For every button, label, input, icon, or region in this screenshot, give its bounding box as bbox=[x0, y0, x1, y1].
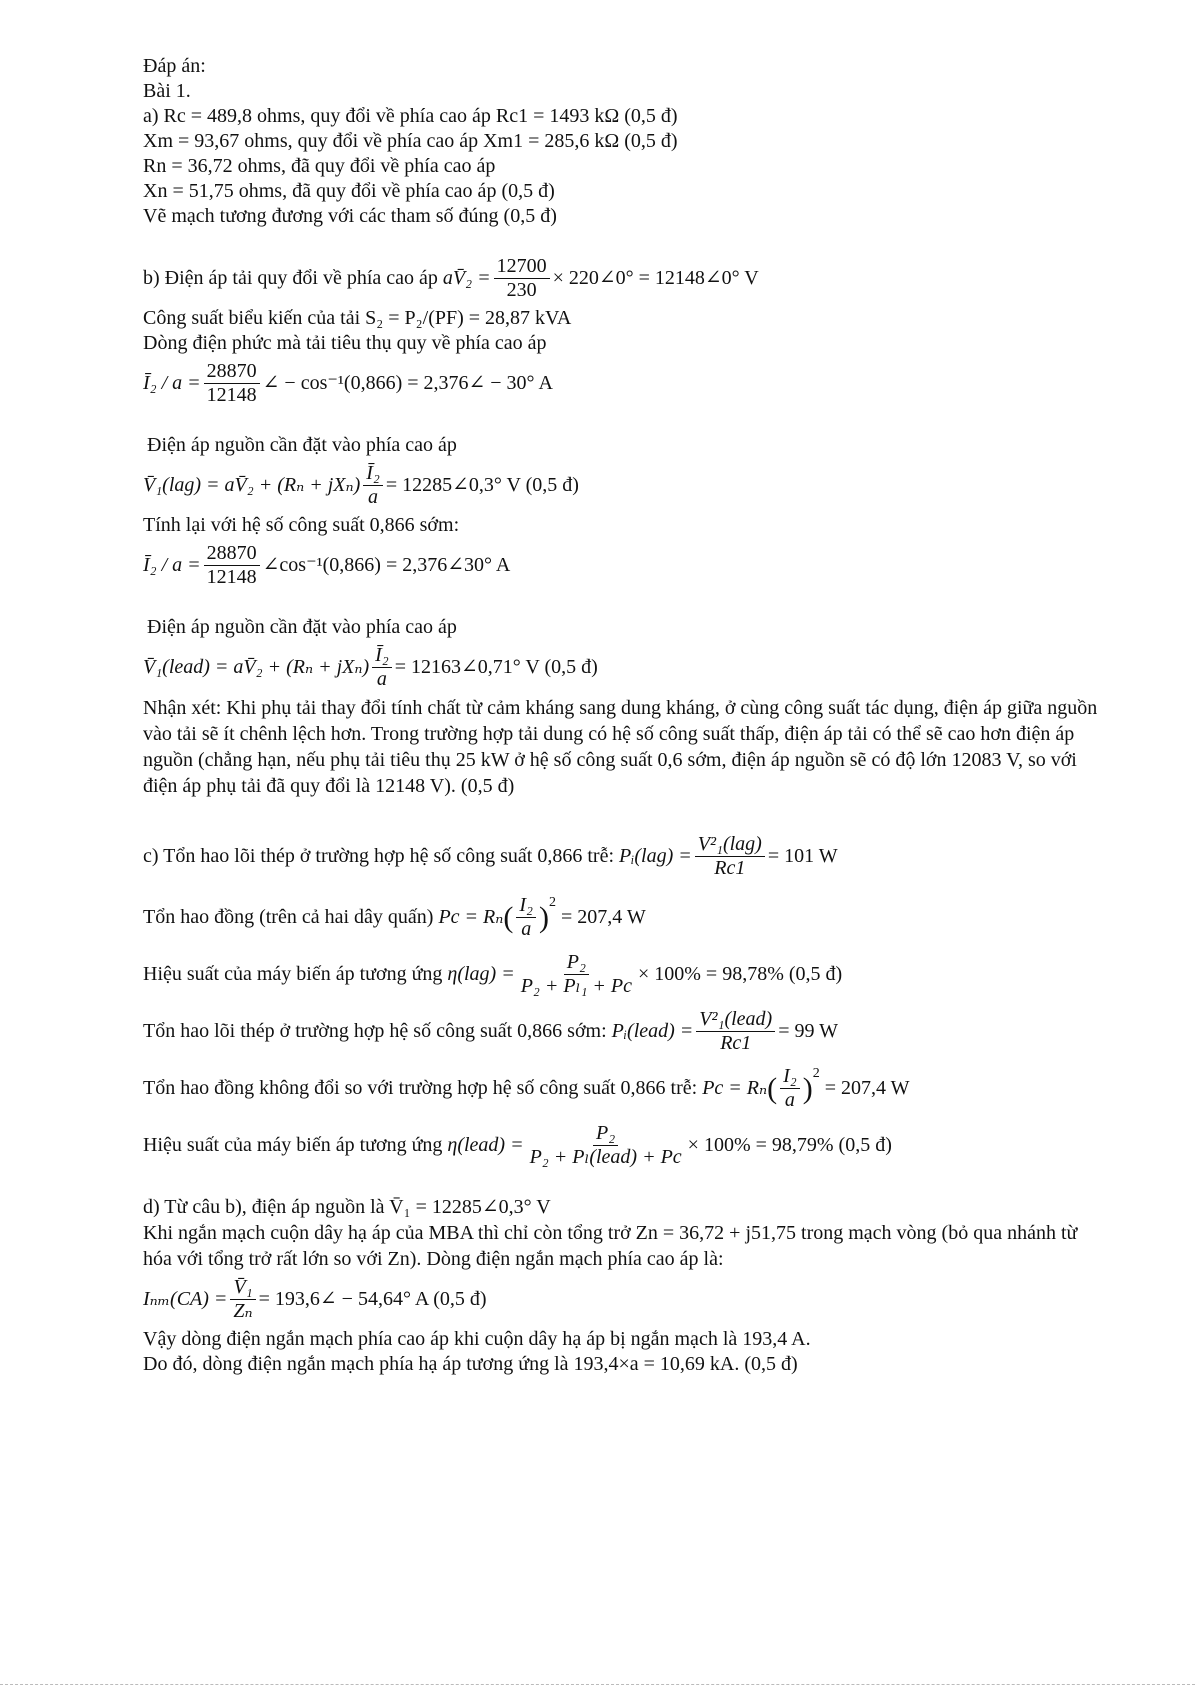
part-d-line-1: d) Từ câu b), điện áp nguồn là V̄₁ = 12285∠0,3° V bbox=[143, 1196, 551, 1218]
part-a-line-1: a) Rc = 489,8 ohms, quy đổi về phía cao áp Rc1 = 1493 kΩ (0,5 đ) bbox=[143, 105, 678, 127]
load-voltage-equation bbox=[143, 255, 1103, 302]
copper-text: Tổn hao đồng (trên cả hai dây quấn) bbox=[143, 906, 434, 928]
remark-paragraph: Nhận xét: Khi phụ tải thay đổi tính chất từ cảm kháng sang dung kháng, ở cùng công suất tác dụng, điện áp giữa nguồn vào tải sẽ ít chênh lệch hơn. Trong trường hợp tải dung có hệ số công suất thấp, điện áp tải có thể sẽ cao hơn điện áp nguồn (chẳng hạn, nếu phụ tải tiêu thụ 25 kW ở hệ số công suất 0,6 sớm, điện áp nguồn sẽ có độ lớn 12083 V, so với điện áp phụ tải đã quy đổi là 12148 V). (0,5 đ) bbox=[143, 697, 1098, 797]
recalc-line: Tính lại với hệ số công suất 0,866 sớm: bbox=[143, 514, 460, 536]
core-lead-fraction bbox=[696, 1008, 775, 1055]
eq1-rhs: × 220∠0° = 12148∠0° V bbox=[552, 267, 759, 289]
current-intro: Dòng điện phức mà tải tiêu thụ quy về phía cao áp bbox=[143, 332, 547, 354]
core-lead-denominator: Rc1 bbox=[720, 1032, 752, 1054]
eff-lag-lhs: η(lag) = bbox=[447, 963, 515, 985]
core-lead-rhs: = 99 W bbox=[778, 1020, 839, 1042]
eq2-fraction bbox=[204, 360, 260, 407]
eq3-denominator: a bbox=[368, 486, 379, 508]
part-d-line-3: Vậy dòng điện ngắn mạch phía cao áp khi cuộn dây hạ áp bị ngắn mạch là 193,4 A. bbox=[143, 1328, 811, 1350]
eff-lead-numerator: P₂ bbox=[593, 1122, 618, 1146]
eff-lag-fraction bbox=[518, 951, 635, 998]
eq1-numerator: 12700 bbox=[494, 255, 550, 279]
part-a-line-5: Vẽ mạch tương đương với các tham số đúng (0,5 đ) bbox=[143, 205, 557, 227]
copper2-lhs: Pc = Rₙ bbox=[702, 1077, 768, 1099]
eq3-numerator: Ī₂ bbox=[363, 462, 383, 486]
eq1-fraction bbox=[494, 255, 550, 302]
part-d-line-4: Do đó, dòng điện ngắn mạch phía hạ áp tương ứng là 193,4×a = 10,69 kA. (0,5 đ) bbox=[143, 1353, 798, 1375]
copper-loss-unchanged-equation: Tổn hao đồng không đổi so với trường hợp hệ số công suất 0,866 trễ: Pc = Rₙ ( $\frac{\text{I₂}}{a}$ ) $^2$ = 207,4 W bbox=[143, 1065, 910, 1111]
eff-lead-text: Hiệu suất của máy biến áp tương ứng bbox=[143, 1134, 443, 1156]
eq4-denominator: 12148 bbox=[206, 566, 257, 588]
source-voltage-lag-equation bbox=[143, 462, 1103, 509]
part-d-line-2: Khi ngắn mạch cuộn dây hạ áp của MBA thì chỉ còn tổng trở Zn = 36,72 + j51,75 trong mạch vòng (bỏ qua nhánh từ hóa với tổng trở rất lớn so với Zn). Dòng điện ngắn mạch phía cao áp là: bbox=[143, 1222, 1078, 1270]
eq4-fraction bbox=[204, 542, 260, 589]
eff-lead-denominator: P₂ + Pₗ(lead) + Pc bbox=[529, 1146, 682, 1168]
part-a-line-3: Rn = 36,72 ohms, đã quy đổi về phía cao áp bbox=[143, 155, 496, 177]
efficiency-lag-equation bbox=[143, 951, 1103, 998]
answer-heading: Đáp án: bbox=[143, 55, 206, 77]
current-lead-equation bbox=[143, 542, 1103, 589]
copper-denominator: a bbox=[521, 918, 532, 940]
short-circuit-current-equation bbox=[143, 1276, 1103, 1323]
part-b-intro: b) Điện áp tải quy đổi về phía cao áp bbox=[143, 267, 438, 289]
eff-lag-rhs: × 100% = 98,78% (0,5 đ) bbox=[637, 963, 843, 985]
eq5-lhs: V̄₁(lead) = aV̄₂ + (Rₙ + jXₙ) bbox=[143, 656, 370, 678]
eq2-numerator: 28870 bbox=[204, 360, 260, 384]
copper2-numerator: I₂ bbox=[780, 1065, 800, 1089]
apparent-power-line: Công suất biểu kiến của tải S₂ = P₂/(PF) = 28,87 kVA bbox=[143, 307, 572, 329]
eq3-rhs: = 12285∠0,3° V (0,5 đ) bbox=[385, 474, 579, 496]
page-bottom-divider bbox=[0, 1684, 1195, 1685]
core-lead-lhs: Pᵢ(lead) = bbox=[611, 1020, 694, 1042]
eff-lag-denominator: P₂ + Pₗ₁ + Pc bbox=[520, 975, 632, 997]
eq5-numerator: Ī₂ bbox=[372, 644, 392, 668]
core-loss-lead-equation bbox=[143, 1008, 1103, 1055]
source-voltage-intro-1: Điện áp nguồn cần đặt vào phía cao áp bbox=[147, 434, 457, 456]
eq5-fraction bbox=[372, 644, 392, 691]
core-lead-text: Tổn hao lõi thép ở trường hợp hệ số công suất 0,866 sớm: bbox=[143, 1020, 607, 1042]
copper2-fraction bbox=[780, 1065, 800, 1112]
copper-rhs: = 207,4 W bbox=[561, 906, 646, 928]
eq2-rhs: ∠ − cos⁻¹(0,866) = 2,376∠ − 30° A bbox=[262, 372, 553, 394]
eq4-lhs: Ī₂ / a = bbox=[143, 554, 201, 576]
efficiency-lead-equation bbox=[143, 1122, 1103, 1169]
eff-lag-text: Hiệu suất của máy biến áp tương ứng bbox=[143, 963, 443, 985]
eq5-denominator: a bbox=[376, 668, 387, 690]
current-lag-equation bbox=[143, 360, 1103, 407]
eq1-lhs: aV̄₂ = bbox=[442, 267, 491, 289]
source-voltage-lead-equation bbox=[143, 644, 1103, 691]
sc-lhs: Iₙₘ(CA) = bbox=[143, 1288, 228, 1310]
copper-fraction bbox=[516, 894, 536, 941]
answer-sheet bbox=[143, 54, 1103, 1377]
core-loss-lag-equation bbox=[143, 833, 1103, 880]
copper2-rhs: = 207,4 W bbox=[824, 1077, 910, 1099]
eq3-fraction bbox=[363, 462, 383, 509]
sc-fraction bbox=[230, 1276, 255, 1323]
core-lag-lhs: Pᵢ(lag) = bbox=[619, 845, 692, 867]
source-voltage-intro-2: Điện áp nguồn cần đặt vào phía cao áp bbox=[147, 616, 457, 638]
core-lag-denominator: Rc1 bbox=[714, 857, 746, 879]
part-a-line-4: Xn = 51,75 ohms, đã quy đổi về phía cao áp (0,5 đ) bbox=[143, 180, 555, 202]
core-lag-text: c) Tổn hao lõi thép ở trường hợp hệ số công suất 0,866 trễ: bbox=[143, 845, 615, 867]
eq1-denominator: 230 bbox=[506, 279, 537, 301]
copper-loss-equation: Tổn hao đồng (trên cả hai dây quấn) Pc = Rₙ ( $\frac{\text{I₂}}{a}$ ) $^2$ = 207,4 W bbox=[143, 894, 646, 940]
sc-numerator: V̄₁ bbox=[230, 1276, 255, 1300]
eff-lead-rhs: × 100% = 98,79% (0,5 đ) bbox=[687, 1134, 892, 1156]
copper2-denominator: a bbox=[784, 1089, 795, 1111]
core-lag-rhs: = 101 W bbox=[767, 845, 838, 867]
core-lag-fraction bbox=[695, 833, 765, 880]
eff-lead-fraction bbox=[527, 1122, 685, 1169]
eff-lag-numerator: P₂ bbox=[564, 951, 589, 975]
copper-lhs: Pc = Rₙ bbox=[438, 906, 504, 928]
eq2-lhs: Ī₂ / a = bbox=[143, 372, 201, 394]
problem-label: Bài 1. bbox=[143, 80, 191, 102]
core-lead-numerator: V²₁(lead) bbox=[696, 1008, 775, 1032]
eq4-numerator: 28870 bbox=[204, 542, 260, 566]
part-a-line-2: Xm = 93,67 ohms, quy đổi về phía cao áp Xm1 = 285,6 kΩ (0,5 đ) bbox=[143, 130, 678, 152]
eq5-rhs: = 12163∠0,71° V (0,5 đ) bbox=[394, 656, 598, 678]
sc-rhs: = 193,6∠ − 54,64° A (0,5 đ) bbox=[258, 1288, 487, 1310]
core-lag-numerator: V²₁(lag) bbox=[695, 833, 765, 857]
eq2-denominator: 12148 bbox=[206, 384, 257, 406]
copper2-text: Tổn hao đồng không đổi so với trường hợp hệ số công suất 0,866 trễ: bbox=[143, 1077, 698, 1099]
eq4-rhs: ∠cos⁻¹(0,866) = 2,376∠30° A bbox=[262, 554, 511, 576]
eff-lead-lhs: η(lead) = bbox=[447, 1134, 524, 1156]
copper-numerator: I₂ bbox=[516, 894, 536, 918]
sc-denominator: Zₙ bbox=[233, 1300, 253, 1322]
eq3-lhs: V̄₁(lag) = aV̄₂ + (Rₙ + jXₙ) bbox=[143, 474, 361, 496]
